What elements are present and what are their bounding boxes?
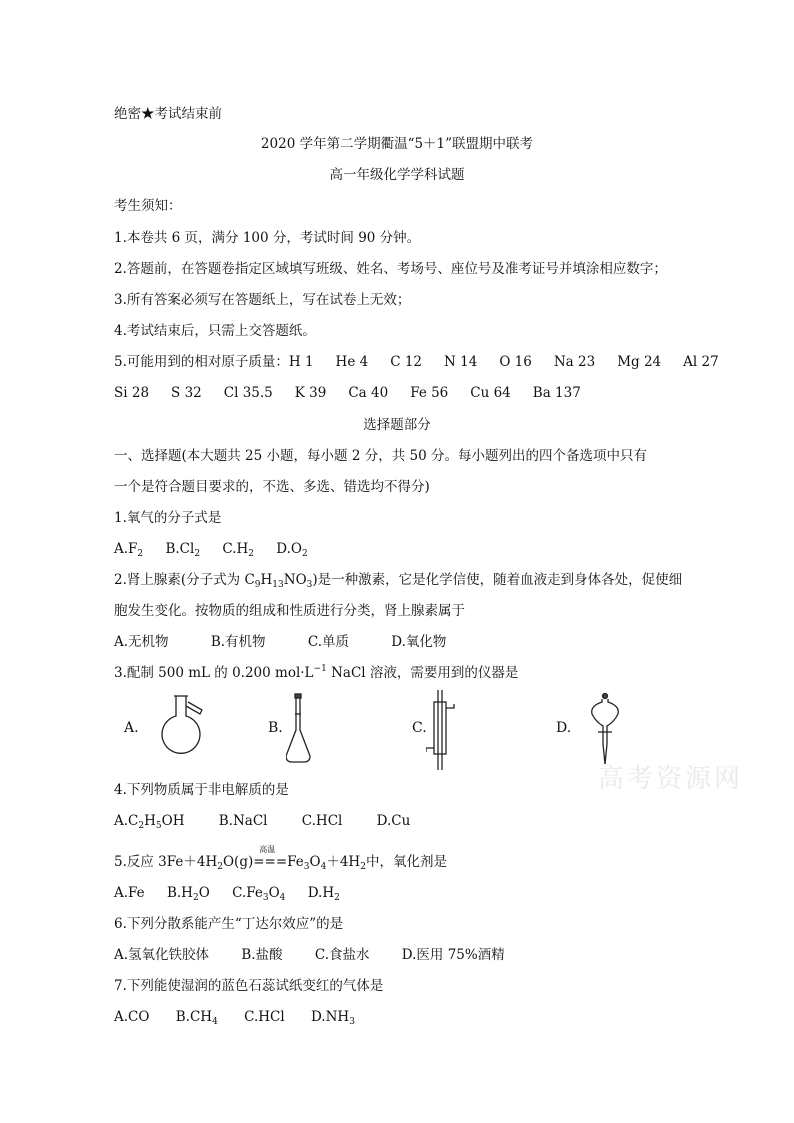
q5-option-c[interactable]: $C.Fe_3O_4$ [232, 885, 286, 903]
mass-he: He 4 [335, 354, 369, 370]
q3-option-b-label: B. [268, 720, 283, 736]
q1-option-c[interactable]: $C.H_2$ [222, 541, 254, 559]
q5-option-b[interactable]: $B.H_2O$ [166, 885, 210, 903]
question-5-options [114, 883, 340, 903]
exam-title: 2020 学年第二学期衢温“5＋1”联盟期中联考 [260, 136, 534, 152]
mass-fe: Fe 56 [410, 385, 449, 401]
q5-option-a[interactable]: A.Fe [114, 885, 145, 901]
reaction-condition-arrow: 高温 === [253, 852, 287, 872]
question-6-stem: 6.下列分散系能产生“丁达尔效应”的是 [114, 916, 344, 932]
atomic-mass-row-1 [114, 352, 719, 372]
q3-option-b[interactable] [268, 692, 358, 772]
section-instructions-2: 一个是符合题目要求的，不选、多选、错选均不得分) [114, 479, 430, 495]
notice-item-4: 4.考试结束后，只需上交答题纸。 [114, 323, 316, 339]
q3-option-a[interactable] [124, 692, 224, 772]
question-2-stem-line-2: 胞发生变化。按物质的组成和性质进行分类，肾上腺素属于 [114, 603, 465, 619]
notice-item-1: 1.本卷共 6 页，满分 100 分，考试时间 90 分钟。 [114, 230, 421, 246]
question-1-options [114, 539, 308, 559]
q2-option-c[interactable]: C.单质 [307, 634, 349, 650]
mass-o: O 16 [499, 354, 532, 370]
q4-option-b[interactable]: B.NaCl [218, 813, 268, 829]
q3-option-a-label: A. [124, 720, 139, 736]
watermark: 高考资源网 [598, 764, 744, 794]
condenser-icon [426, 690, 466, 772]
q5-option-d[interactable]: $D.H_2$ [307, 885, 340, 903]
q6-option-d[interactable]: D.医用 75%酒精 [401, 947, 505, 963]
question-5-stem: 5.反应 $3Fe+4H_2O(g)$ 高温 $===Fe_3O_4+4H_2$中，氧化剂是 [114, 852, 447, 872]
q2-option-b[interactable]: B.有机物 [210, 634, 266, 650]
mass-h: H 1 [288, 354, 314, 370]
question-7-options [114, 1007, 355, 1027]
question-2-stem-line-1: 2.肾上腺素(分子式为 $C_9H_{13}NO_3$)是一种激素，它是化学信使，随着血液走到身体各处，促使细 [114, 572, 683, 590]
q7-option-a[interactable]: A.CO [114, 1009, 150, 1025]
q7-option-b[interactable]: $B.CH_4$ [175, 1009, 218, 1027]
notice-item-3: 3.所有答案必须写在答题纸上，写在试卷上无效； [114, 292, 411, 308]
q7-option-d[interactable]: $D.NH_3$ [310, 1009, 355, 1027]
section-instructions-1: 一、选择题(本大题共 25 小题，每小题 2 分，共 50 分。每小题列出的四个备选项中只有 [114, 448, 647, 464]
question-4-options [114, 811, 410, 831]
q3-option-d-label: D. [556, 720, 572, 736]
mass-cu: Cu 64 [470, 385, 511, 401]
mass-al: Al 27 [683, 354, 719, 370]
q4-option-d[interactable]: D.Cu [376, 813, 411, 829]
atomic-mass-intro: 5.可能用到的相对原子质量： [114, 354, 289, 370]
q1-option-b[interactable]: $B.Cl_2$ [165, 541, 201, 559]
q1-option-d[interactable]: $D.O_2$ [276, 541, 308, 559]
q2-option-a[interactable]: A.无机物 [114, 634, 169, 650]
subject-title: 高一年级化学学科试题 [329, 167, 465, 183]
confidential-label: 绝密★考试结束前 [114, 106, 222, 122]
atomic-mass-row-2 [114, 383, 581, 403]
mass-s: S 32 [171, 385, 202, 401]
section-title: 选择题部分 [363, 417, 431, 433]
mass-ca: Ca 40 [348, 385, 389, 401]
q3-option-c-label: C. [412, 720, 427, 736]
q1-option-a[interactable]: $A.F_2$ [114, 541, 144, 559]
q7-option-c[interactable]: C.HCl [244, 1009, 285, 1025]
mass-c: C 12 [390, 354, 423, 370]
mass-na: Na 23 [553, 354, 596, 370]
question-2-options [114, 632, 446, 652]
question-3-stem: 3.配制 500 mL 的 0.200 $mol\cdot L^{-1}$ NaCl 溶液，需要用到的仪器是 [114, 664, 519, 681]
mass-ba: Ba 137 [532, 385, 581, 401]
mass-n: N 14 [444, 354, 478, 370]
distillation-flask-icon [158, 692, 224, 772]
q3-option-c[interactable] [412, 690, 482, 772]
question-4-stem: 4.下列物质属于非电解质的是 [114, 782, 289, 798]
q4-option-c[interactable]: C.HCl [301, 813, 343, 829]
notice-heading: 考生须知： [114, 198, 182, 214]
mass-mg: Mg 24 [617, 354, 662, 370]
question-1-stem: 1.氧气的分子式是 [114, 510, 222, 526]
mass-si: Si 28 [114, 385, 150, 401]
q6-option-c[interactable]: C.食盐水 [314, 947, 370, 963]
mass-cl: Cl 35.5 [223, 385, 273, 401]
mass-k: K 39 [294, 385, 327, 401]
q6-option-b[interactable]: B.盐酸 [241, 947, 283, 963]
volumetric-flask-icon [286, 692, 336, 772]
question-6-options [114, 945, 505, 965]
q4-option-a[interactable]: $A.C_2H_5OH$ [114, 813, 185, 831]
reaction-condition: 高温 [259, 845, 276, 854]
notice-item-2: 2.答题前，在答题卷指定区域填写班级、姓名、考场号、座位号及准考证号并填涂相应数字； [114, 261, 667, 277]
q2-option-d[interactable]: D.氧化物 [391, 634, 447, 650]
q6-option-a[interactable]: A.氢氧化铁胶体 [114, 947, 210, 963]
question-7-stem: 7.下列能使湿润的蓝色石蕊试纸变红的气体是 [114, 978, 384, 994]
